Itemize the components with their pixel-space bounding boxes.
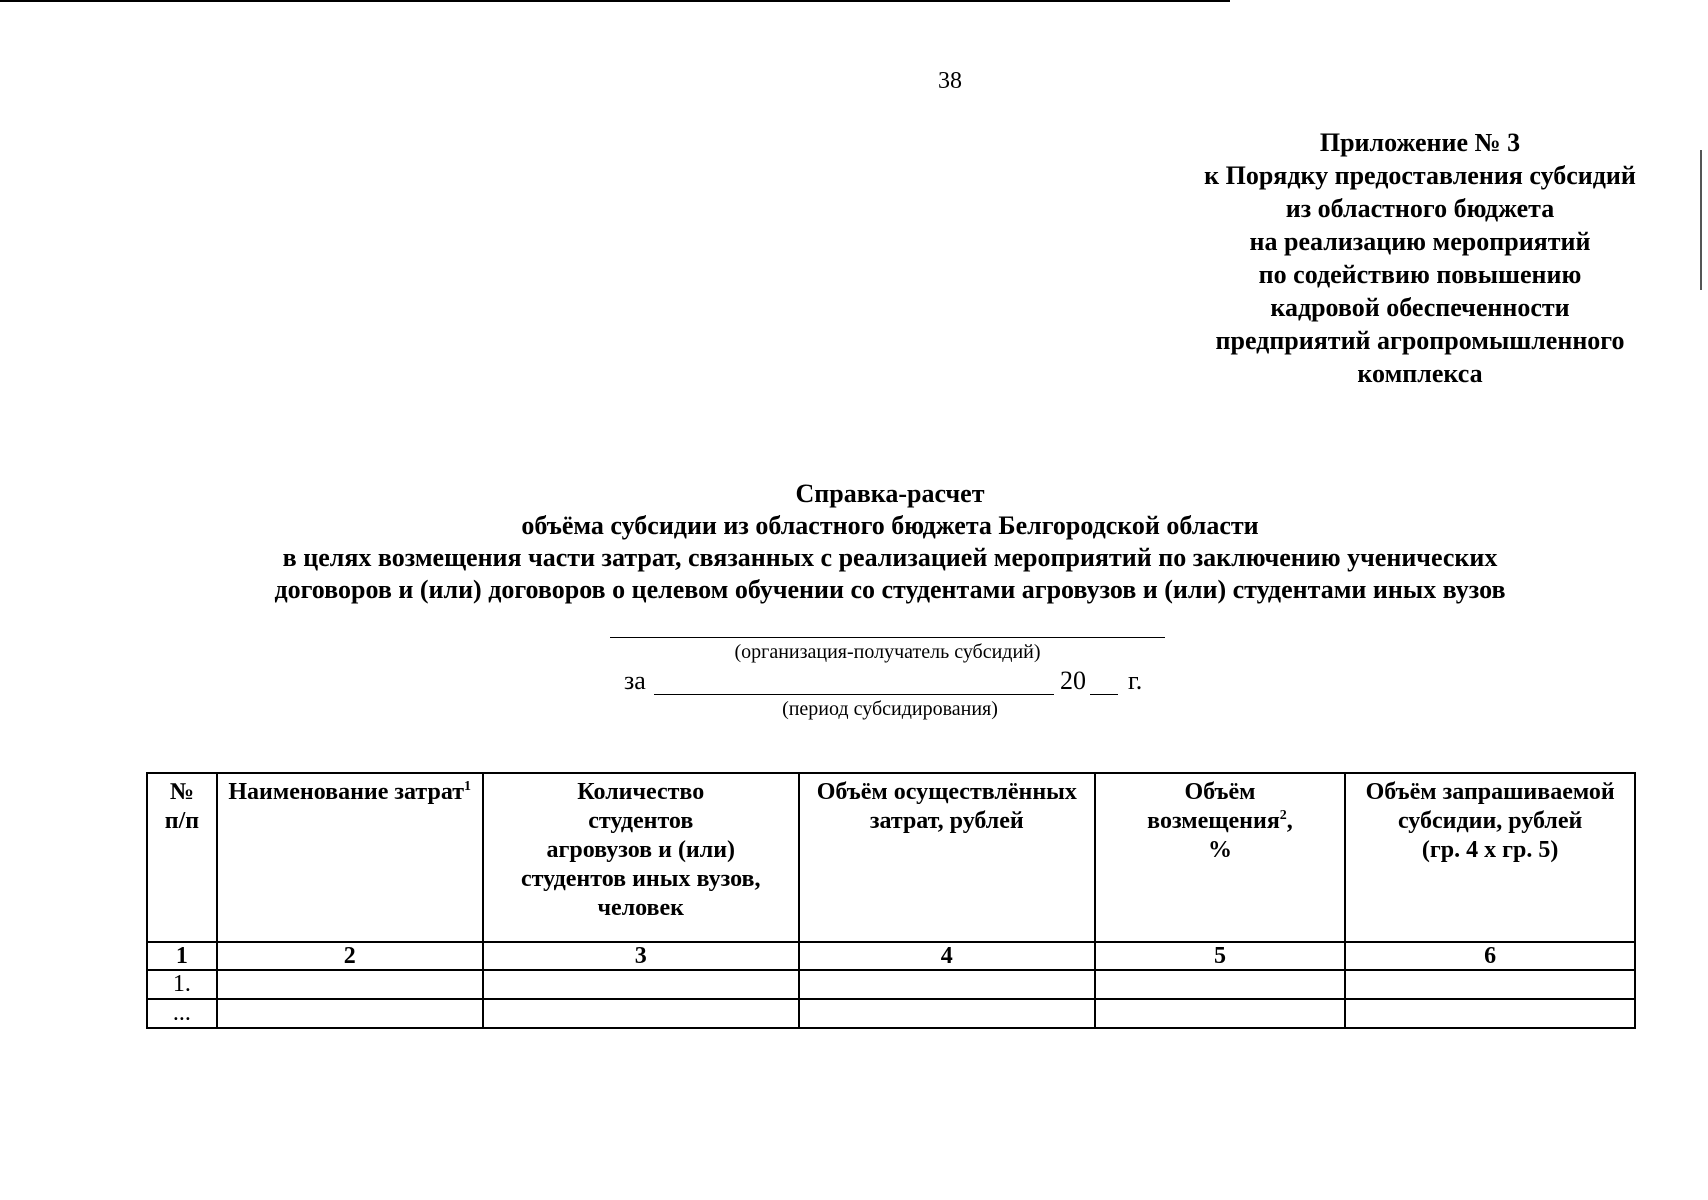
table-cell [1095, 999, 1346, 1028]
period-blank-line [654, 694, 1054, 695]
calculation-table [146, 772, 1636, 1029]
title-line: договоров и (или) договоров о целевом обучении со студентами агровузов и (или) студентами иных вузов [274, 575, 1506, 604]
header-requested-subsidy [1345, 773, 1635, 942]
table-row [147, 999, 1635, 1028]
header-text: % [1207, 837, 1232, 863]
table-cell: 1. [147, 970, 217, 999]
period-year-prefix: 20 [1060, 666, 1086, 695]
appendix-line: Приложение № 3 [1319, 128, 1521, 157]
column-number: 3 [483, 942, 799, 970]
header-text: Объём [1184, 779, 1256, 805]
header-text: студентов иных вузов, [521, 866, 761, 892]
column-number-row [147, 942, 1635, 970]
footnote-mark: 2 [1279, 808, 1287, 823]
table-cell: ... [147, 999, 217, 1028]
table-cell [217, 970, 483, 999]
organization-caption: (организация-получатель субсидий) [734, 641, 1041, 663]
appendix-line: комплекса [1357, 359, 1483, 388]
header-costs-incurred [799, 773, 1095, 942]
document-title [150, 478, 1630, 606]
table-cell [799, 970, 1095, 999]
header-text: Объём осуществлённых [816, 779, 1077, 805]
table-cell [1345, 970, 1635, 999]
header-text: , [1286, 808, 1293, 834]
header-text: человек [597, 895, 684, 921]
page-number: 38 [938, 68, 962, 94]
header-text: Объём запрашиваемой [1365, 779, 1615, 805]
table-cell [217, 999, 483, 1028]
table-cell [483, 970, 799, 999]
table-cell [483, 999, 799, 1028]
appendix-line: кадровой обеспеченности [1270, 293, 1570, 322]
header-text: агровузов и (или) [546, 837, 736, 863]
table-cell [1345, 999, 1635, 1028]
footnote-mark: 1 [464, 779, 472, 794]
column-number: 5 [1095, 942, 1346, 970]
period-caption: (период субсидирования) [782, 698, 998, 720]
header-number [147, 773, 217, 942]
header-text: п/п [164, 808, 200, 834]
header-text: (гр. 4 х гр. 5) [1421, 837, 1559, 863]
scan-border-right [1700, 150, 1702, 290]
appendix-line: к Порядку предоставления субсидий [1204, 161, 1636, 190]
header-cost-name [217, 773, 483, 942]
appendix-line: предприятий агропромышленного [1215, 326, 1625, 355]
column-number: 4 [799, 942, 1095, 970]
appendix-heading [1180, 126, 1660, 390]
scan-border-top [0, 0, 1230, 2]
appendix-line: на реализацию мероприятий [1249, 227, 1591, 256]
header-text: студентов [588, 808, 694, 834]
header-text: № [169, 779, 194, 805]
column-number: 2 [217, 942, 483, 970]
table-row [147, 970, 1635, 999]
table-header-row [147, 773, 1635, 942]
header-text: Количество [577, 779, 705, 805]
header-reimbursement-percent [1095, 773, 1346, 942]
period-suffix: г. [1128, 666, 1143, 695]
table-cell [799, 999, 1095, 1028]
title-line: Справка-расчет [795, 479, 985, 508]
header-text: затрат, рублей [869, 808, 1024, 834]
appendix-line: из областного бюджета [1285, 194, 1555, 223]
column-number: 6 [1345, 942, 1635, 970]
header-text: возмещения [1147, 808, 1280, 834]
organization-blank-line [610, 637, 1165, 638]
header-text: субсидии, рублей [1397, 808, 1583, 834]
header-text: Наименование затрат [228, 779, 465, 805]
appendix-line: по содействию повышению [1258, 260, 1582, 289]
header-student-count [483, 773, 799, 942]
column-number: 1 [147, 942, 217, 970]
period-row [600, 664, 1200, 698]
year-blank-line [1090, 694, 1118, 695]
table-cell [1095, 970, 1346, 999]
title-line: объёма субсидии из областного бюджета Белгородской области [521, 511, 1259, 540]
period-prefix: за [624, 666, 646, 695]
title-line: в целях возмещения части затрат, связанных с реализацией мероприятий по заключению ученических [282, 543, 1498, 572]
